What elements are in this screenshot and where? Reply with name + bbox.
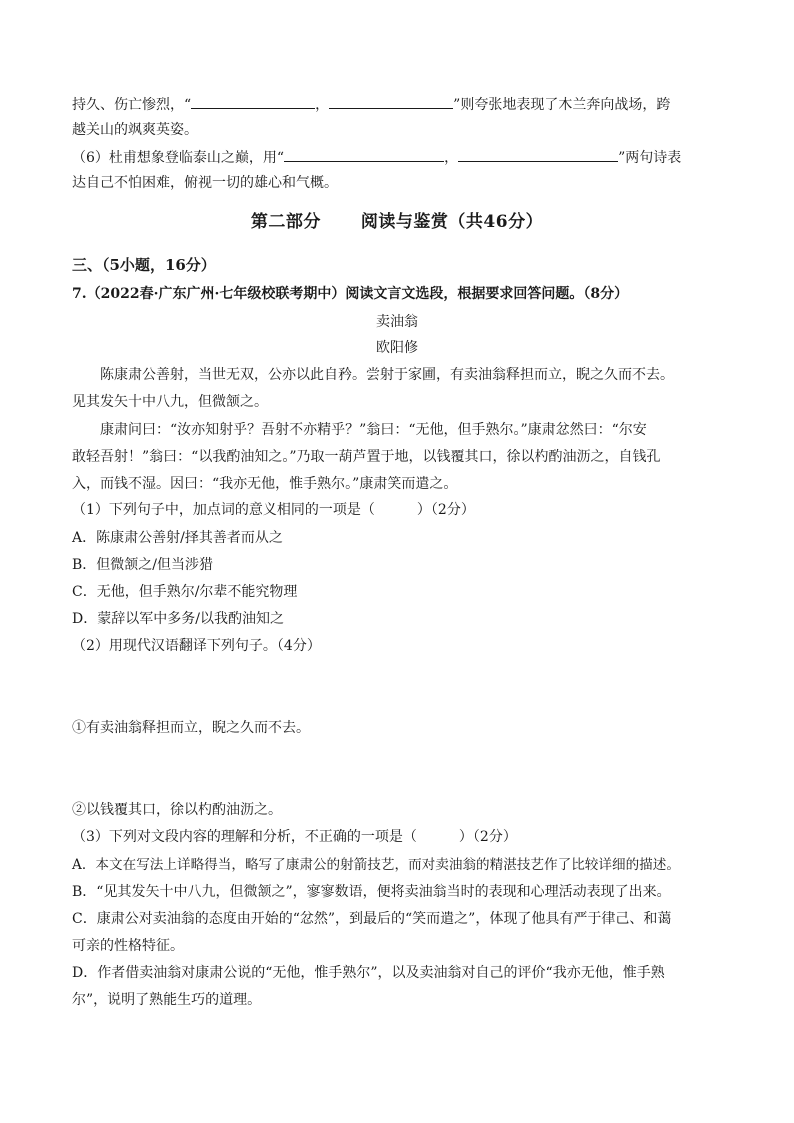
passage-paragraph-2-cont: 入，而钱不湿。因曰：“我亦无他，惟手熟尔。”康肃笑而遣之。 <box>72 476 458 492</box>
answer-blank[interactable] <box>284 147 444 162</box>
sub-question-2: （2）用现代汉语翻译下列句子。（4分） <box>72 638 321 654</box>
option-a[interactable]: A．本文在写法上详略得当，略写了康肃公的射箭技艺，而对卖油翁的精湛技艺作了比较详细的描述。 <box>72 857 680 873</box>
passage-author: 欧阳修 <box>376 340 418 356</box>
translate-sentence-1: ①有卖油翁释担而立，睨之久而不去。 <box>72 720 310 736</box>
option-a[interactable]: A．陈康肃公善射/择其善者而从之 <box>72 530 283 546</box>
answer-blank[interactable] <box>191 94 315 109</box>
sub-question-3: （3）下列对文段内容的理解和分析，不正确的一项是（ ）（2分） <box>72 829 517 845</box>
passage-paragraph-1-cont: 见其发矢十中八九，但微颔之。 <box>72 394 268 410</box>
sub-question-1: （1）下列句子中，加点词的意义相同的一项是（ ）（2分） <box>72 502 475 518</box>
poem-fill-line-2: 越关山的飒爽英姿。 <box>72 122 198 138</box>
question-6-line-2: 达自己不怕困难，俯视一切的雄心和气概。 <box>72 175 338 191</box>
passage-paragraph-1: 陈康肃公善射，当世无双，公亦以此自矜。尝射于家圃，有卖油翁释担而立，睨之久而不去。 <box>100 367 674 383</box>
option-d-cont: 尔”，说明了熟能生巧的道理。 <box>72 992 262 1008</box>
question-6: （6）杜甫想象登临泰山之巅，用“ ， ”两句诗表 <box>72 147 724 168</box>
answer-blank[interactable] <box>329 94 453 109</box>
option-c-cont: 可亲的性格特征。 <box>72 938 184 954</box>
section-3-heading: 三、（5小题，16分） <box>72 256 216 274</box>
answer-blank[interactable] <box>458 147 618 162</box>
part-2-title: 第二部分 阅读与鉴赏（共46分） <box>250 212 544 232</box>
translate-sentence-2: ②以钱覆其口，徐以杓酌油沥之。 <box>72 802 282 818</box>
passage-title: 卖油翁 <box>376 314 418 330</box>
passage-paragraph-2: 康肃问曰：“汝亦知射乎？吾射不亦精乎？”翁曰：“无他，但手熟尔。”康肃忿然曰：“尔安 <box>100 422 647 438</box>
question-7-prompt: 7.（2022春·广东广州·七年级校联考期中）阅读文言文选段，根据要求回答问题。（8分） <box>72 286 629 302</box>
option-c[interactable]: C．无他，但手熟尔/尔辈不能究物理 <box>72 584 298 600</box>
option-b[interactable]: B．但微颔之/但当涉猎 <box>72 557 214 573</box>
option-c[interactable]: C．康肃公对卖油翁的态度由开始的“忿然”，到最后的“笑而遣之”，体现了他具有严于律己、和蔼 <box>72 911 672 927</box>
option-b[interactable]: B．“见其发矢十中八九，但微颔之”，寥寥数语，便将卖油翁当时的表现和心理活动表现了出来。 <box>72 884 671 900</box>
poem-fill-line-1: 持久、伤亡惨烈，“ ， ”则夸张地表现了木兰奔向战场，跨 <box>72 94 724 115</box>
option-d[interactable]: D．蒙辞以军中多务/以我酌油知之 <box>72 611 284 627</box>
option-d[interactable]: D．作者借卖油翁对康肃公说的“无他，惟手熟尔”，以及卖油翁对自己的评价“我亦无他，惟手熟 <box>72 965 665 981</box>
passage-paragraph-2-cont: 敢轻吾射！”翁曰：“以我酌油知之。”乃取一葫芦置于地，以钱覆其口，徐以杓酌油沥之，自钱孔 <box>72 449 661 465</box>
